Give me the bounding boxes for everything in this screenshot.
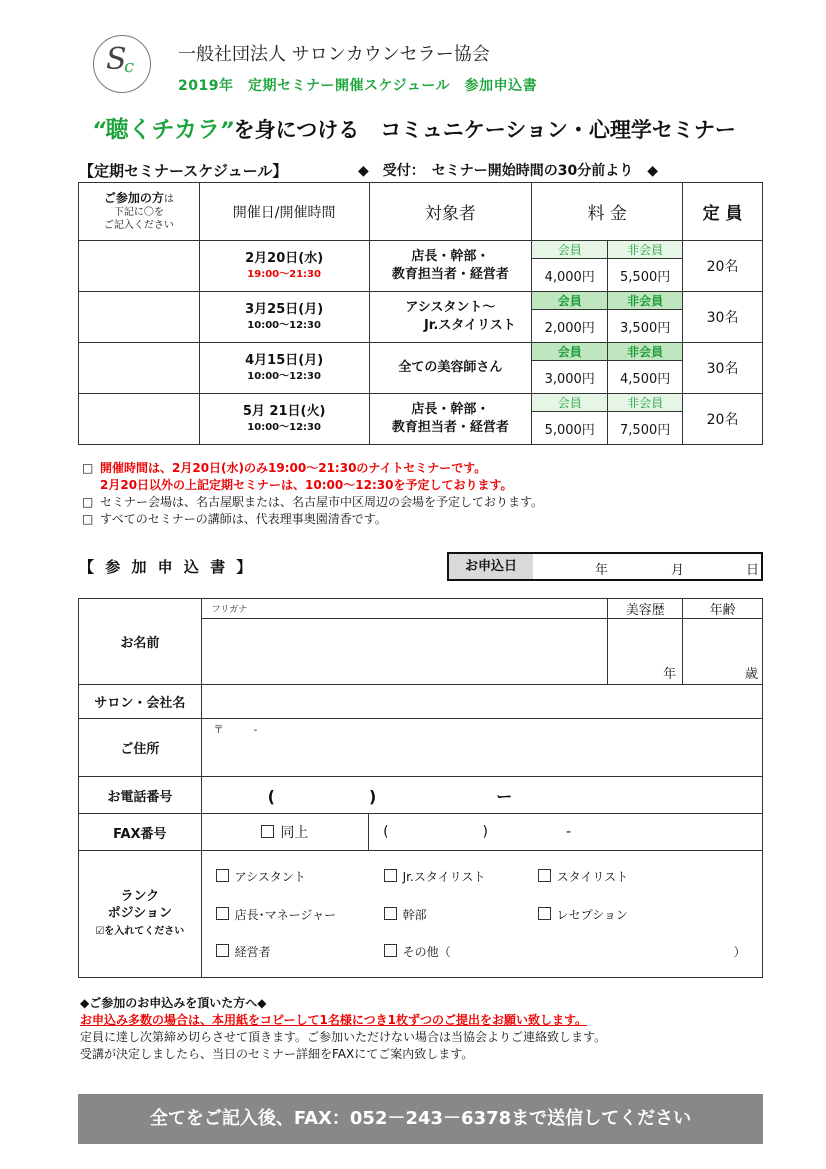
fax-same-label: 同上 bbox=[280, 825, 309, 841]
date-column-header: 開催日/開催時間 bbox=[199, 183, 369, 241]
age-field[interactable] bbox=[683, 619, 763, 685]
note-4-text: すべてのセミナーの講師は、代表理事奥園清香です。 bbox=[100, 512, 387, 526]
schedule-title: 2019年 定期セミナー開催スケジュール 参加申込書 bbox=[178, 78, 538, 94]
phone-label: お電話番号 bbox=[79, 777, 202, 814]
phone-paren-close: ) bbox=[368, 786, 377, 806]
furigana-field[interactable] bbox=[201, 599, 608, 619]
nonmember-price: 5,500円 bbox=[608, 259, 683, 292]
date-cell bbox=[199, 343, 369, 394]
salon-label: サロン・会社名 bbox=[79, 685, 202, 719]
member-price: 5,000円 bbox=[532, 412, 608, 445]
schedule-section-title: 【定期セミナースケジュール】 bbox=[79, 162, 288, 180]
option-reception[interactable] bbox=[538, 906, 628, 923]
association-logo bbox=[93, 35, 151, 93]
member-price: 3,000円 bbox=[532, 361, 608, 394]
nonmember-label: 非会員 bbox=[608, 241, 683, 259]
rank-label-line3: ☑を入れてください bbox=[95, 926, 185, 937]
note-checkbox[interactable]: □ bbox=[82, 461, 94, 475]
reception-note: ◆ 受付： セミナー開始時間の30分前より ◆ bbox=[358, 163, 659, 179]
fax-same-checkbox[interactable] bbox=[261, 825, 274, 838]
rank-options bbox=[201, 851, 762, 978]
rank-label bbox=[79, 851, 202, 978]
target-column-header: 対象者 bbox=[369, 183, 532, 241]
nonmember-label: 非会員 bbox=[608, 343, 683, 361]
attend-column-header bbox=[79, 183, 200, 241]
organization-name: 一般社団法人 サロンカウンセラー協会 bbox=[178, 44, 490, 65]
furigana-label: フリガナ bbox=[211, 605, 248, 615]
date-cell bbox=[199, 394, 369, 445]
salon-field[interactable] bbox=[201, 685, 762, 719]
application-date-label: お申込日 bbox=[449, 554, 533, 579]
nonmember-label: 非会員 bbox=[608, 394, 683, 412]
option-label: 店長･マネージャー bbox=[234, 908, 337, 922]
phone-field[interactable] bbox=[201, 777, 762, 814]
address-field[interactable] bbox=[201, 719, 762, 777]
seminar-date: 2月20日(水) bbox=[245, 250, 324, 266]
capacity-cell: 30名 bbox=[683, 292, 763, 343]
headline-quote-open: “ bbox=[92, 118, 106, 142]
note-3 bbox=[82, 494, 543, 511]
fax-instruction-bar: 全てをご記入後、FAX：052－243－6378まで送信してください bbox=[78, 1094, 763, 1144]
fee-column-header: 料 金 bbox=[532, 183, 683, 241]
seminar-headline bbox=[92, 111, 736, 144]
option-label: その他（ bbox=[402, 945, 451, 959]
fax-paren-open: ( bbox=[383, 824, 389, 840]
schedule-row bbox=[79, 394, 763, 412]
fax-label: FAX番号 bbox=[79, 814, 202, 851]
address-label: ご住所 bbox=[79, 719, 202, 777]
note-checkbox[interactable]: □ bbox=[82, 495, 94, 509]
checkbox-icon[interactable] bbox=[216, 907, 229, 920]
member-label: 会員 bbox=[532, 241, 608, 259]
option-stylist[interactable] bbox=[538, 868, 629, 885]
target-line2: Jr.スタイリスト bbox=[423, 318, 516, 333]
capacity-cell: 30名 bbox=[683, 343, 763, 394]
schedule-row bbox=[79, 343, 763, 361]
option-label: スタイリスト bbox=[556, 870, 629, 884]
option-assistant[interactable] bbox=[216, 868, 306, 885]
option-executive[interactable] bbox=[384, 906, 427, 923]
notes bbox=[82, 460, 543, 528]
member-label: 会員 bbox=[532, 394, 608, 412]
seminar-date: 4月15日(月) bbox=[245, 352, 324, 368]
schedule-header-row bbox=[79, 183, 763, 241]
capacity-cell: 20名 bbox=[683, 394, 763, 445]
checkbox-icon[interactable] bbox=[538, 869, 551, 882]
member-price: 2,000円 bbox=[532, 310, 608, 343]
fax-field[interactable] bbox=[369, 814, 763, 851]
capacity-cell: 20名 bbox=[683, 241, 763, 292]
nonmember-price: 4,500円 bbox=[608, 361, 683, 394]
seminar-time: 10:00～12:30 bbox=[247, 370, 321, 382]
note-4 bbox=[82, 511, 543, 528]
attend-header-line3: ご記入ください bbox=[103, 219, 174, 231]
member-label: 会員 bbox=[532, 343, 608, 361]
seminar-time: 10:00～12:30 bbox=[247, 421, 321, 433]
target-line1: アシスタント～ bbox=[405, 300, 496, 315]
option-label: レセプション bbox=[556, 908, 628, 922]
headline-highlight: 聴くチカラ bbox=[105, 117, 221, 143]
attend-header-line2: 下記に〇を bbox=[113, 206, 164, 218]
option-label: 幹部 bbox=[402, 908, 427, 922]
checkbox-icon[interactable] bbox=[216, 869, 229, 882]
footer-notes bbox=[80, 995, 606, 1063]
note-3-text: セミナー会場は、名古屋駅または、名古屋市中区周辺の会場を予定しております。 bbox=[100, 495, 544, 509]
schedule-table bbox=[78, 182, 763, 445]
logo-letter-s: S bbox=[106, 42, 127, 77]
target-line1: 全ての美容師さん bbox=[398, 360, 503, 375]
nonmember-label: 非会員 bbox=[608, 292, 683, 310]
footer-line-2: 定員に達し次第締め切らさせて頂きます。ご参加いただけない場合は当協会よりご連絡致します。 bbox=[80, 1030, 607, 1044]
footer-heading: ◆ご参加のお申込みを頂いた方へ◆ bbox=[80, 996, 267, 1010]
target-line2: 教育担当者・経営者 bbox=[391, 267, 509, 282]
date-cell bbox=[199, 292, 369, 343]
option-label: アシスタント bbox=[234, 870, 306, 884]
attend-header-line1: ご参加の方 bbox=[103, 190, 164, 205]
attend-header-line1b: は bbox=[163, 193, 174, 205]
attend-cell[interactable] bbox=[79, 292, 200, 343]
application-section-title: 【 参 加 申 込 書 】 bbox=[79, 558, 255, 576]
phone-dash: ー bbox=[496, 786, 513, 806]
age-label: 年齢 bbox=[683, 599, 763, 619]
footer-red-note: お申込み多数の場合は、本用紙をコピーして1名様につき1枚ずつのご提出をお願い致します。 bbox=[80, 1013, 588, 1027]
attend-cell[interactable] bbox=[79, 343, 200, 394]
checkbox-icon[interactable] bbox=[384, 944, 397, 957]
option-manager[interactable] bbox=[216, 906, 337, 923]
attend-cell[interactable] bbox=[79, 394, 200, 445]
target-line1: 店長・幹部・ bbox=[411, 402, 490, 417]
note-1-text: 開催時間は、2月20日(水)のみ19:00～21:30のナイトセミナーです。 bbox=[100, 461, 487, 475]
note-1 bbox=[82, 460, 543, 477]
option-other[interactable] bbox=[384, 943, 451, 960]
schedule-row bbox=[79, 292, 763, 310]
nonmember-price: 7,500円 bbox=[608, 412, 683, 445]
postal-mark: 〒 - bbox=[213, 725, 258, 736]
seminar-time: 19:00～21:30 bbox=[247, 268, 321, 280]
rank-label-line2: ポジション bbox=[107, 906, 173, 921]
application-form bbox=[78, 598, 763, 978]
age-unit: 歳 bbox=[744, 667, 758, 682]
nonmember-price: 3,500円 bbox=[608, 310, 683, 343]
option-label: 経営者 bbox=[234, 945, 271, 959]
seminar-date: 3月25日(月) bbox=[245, 301, 324, 317]
capacity-column-header: 定 員 bbox=[683, 183, 763, 241]
member-price: 4,000円 bbox=[532, 259, 608, 292]
rank-label-line1: ランク bbox=[120, 889, 160, 904]
fax-dash: - bbox=[566, 824, 572, 840]
schedule-row bbox=[79, 241, 763, 259]
headline-quote-close: ” bbox=[220, 118, 234, 142]
note-2-text: 2月20日以外の上記定期セミナーは、10:00～12:30を予定しております。 bbox=[100, 478, 513, 492]
month-unit: 月 bbox=[671, 563, 685, 578]
member-label: 会員 bbox=[532, 292, 608, 310]
checkbox-icon[interactable] bbox=[538, 907, 551, 920]
note-2 bbox=[82, 477, 543, 494]
day-unit: 日 bbox=[746, 563, 760, 578]
target-cell bbox=[369, 292, 532, 343]
option-label: Jr.スタイリスト bbox=[402, 870, 486, 884]
note-checkbox[interactable]: □ bbox=[82, 512, 94, 526]
seminar-time: 10:00～12:30 bbox=[247, 319, 321, 331]
logo-letter-c: c bbox=[124, 56, 135, 77]
name-label: お名前 bbox=[79, 599, 202, 685]
checkbox-icon[interactable] bbox=[384, 869, 397, 882]
attend-cell[interactable] bbox=[79, 241, 200, 292]
option-owner[interactable] bbox=[216, 943, 271, 960]
option-other-close: ） bbox=[733, 945, 746, 959]
headline-rest: を身につける コミュニケーション・心理学セミナー bbox=[233, 118, 736, 142]
career-unit: 年 bbox=[663, 667, 677, 682]
career-label: 美容歴 bbox=[608, 599, 683, 619]
target-line2: 教育担当者・経営者 bbox=[391, 420, 509, 435]
footer-line-3: 受講が決定しましたら、当日のセミナー詳細をFAXにてご案内致します。 bbox=[80, 1047, 474, 1061]
name-field[interactable] bbox=[201, 619, 608, 685]
target-line1: 店長・幹部・ bbox=[411, 249, 490, 264]
year-unit: 年 bbox=[595, 563, 609, 578]
seminar-date: 5月 21日(火) bbox=[242, 403, 326, 419]
phone-paren-open: ( bbox=[267, 786, 275, 806]
application-date-field[interactable] bbox=[447, 552, 763, 581]
target-cell bbox=[369, 343, 532, 394]
date-cell bbox=[199, 241, 369, 292]
fax-same-option[interactable] bbox=[201, 814, 368, 851]
checkbox-icon[interactable] bbox=[216, 944, 229, 957]
career-field[interactable] bbox=[608, 619, 683, 685]
target-cell bbox=[369, 241, 532, 292]
checkbox-icon[interactable] bbox=[384, 907, 397, 920]
option-jr-stylist[interactable] bbox=[384, 868, 486, 885]
fax-paren-close: ) bbox=[482, 824, 489, 840]
target-cell bbox=[369, 394, 532, 445]
